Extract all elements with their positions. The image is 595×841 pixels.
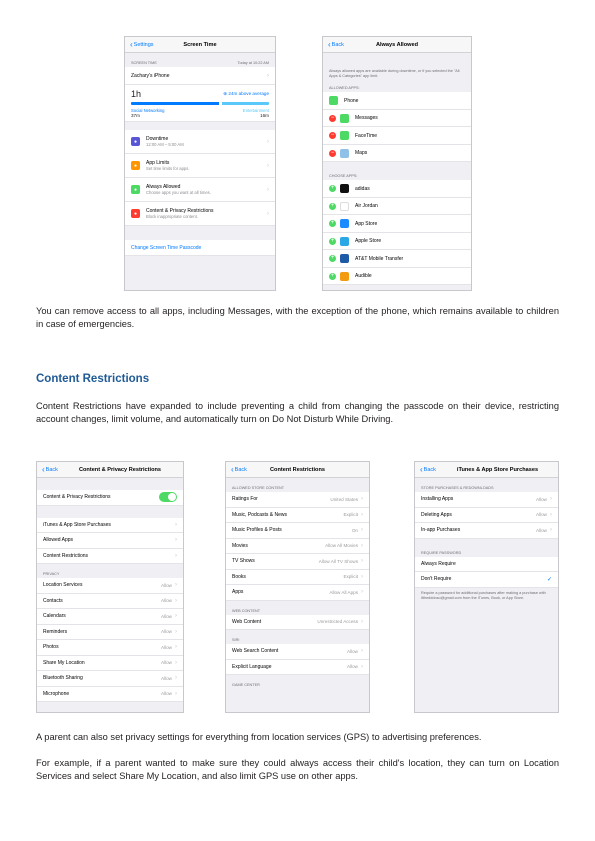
app-name: adidas — [355, 185, 370, 192]
screenshot-content-privacy — [36, 461, 184, 713]
nav-title: Content & Privacy Restrictions — [78, 466, 162, 473]
row-label: Deleting Apps — [421, 511, 452, 518]
store-content-row[interactable] — [226, 585, 369, 601]
add-icon[interactable]: + — [330, 202, 335, 209]
remove-icon[interactable]: − — [330, 149, 335, 156]
row-value: Allow — [536, 496, 547, 502]
chevron-right-icon: › — [175, 659, 177, 666]
nav-bar — [37, 462, 183, 478]
app-icon — [340, 237, 349, 246]
app-name: Audible — [355, 273, 372, 279]
app-icon — [340, 114, 349, 123]
app-icon — [340, 219, 349, 228]
row-value: Unrestricted Access — [317, 619, 358, 625]
allowed-header: ALLOWED APPS: — [329, 86, 360, 91]
store-header: ALLOWED STORE CONTENT — [232, 486, 285, 490]
menu-item-text — [146, 136, 267, 147]
chevron-right-icon: › — [267, 138, 269, 145]
web-header: WEB CONTENT — [232, 608, 261, 613]
add-icon[interactable]: + — [330, 255, 335, 261]
choose-app-row[interactable] — [323, 250, 471, 268]
menu-item[interactable] — [125, 202, 275, 226]
row-label: Books — [232, 573, 246, 580]
store-content-row[interactable] — [226, 508, 369, 524]
privacy-row[interactable] — [37, 609, 183, 625]
row-label: Allowed Apps — [43, 537, 74, 544]
chevron-right-icon: › — [175, 597, 177, 604]
nav-bar — [226, 462, 369, 478]
app-icon — [340, 254, 349, 263]
allowed-app-row[interactable] — [323, 127, 471, 145]
app-name: Apple Store — [355, 238, 382, 244]
game-header: GAME CENTER — [232, 683, 260, 687]
purchase-row[interactable] — [415, 492, 558, 508]
row-label: Explicit Language — [232, 663, 272, 670]
row-label: Location Services — [43, 582, 83, 589]
chevron-right-icon: › — [361, 527, 363, 534]
privacy-row[interactable] — [37, 671, 183, 687]
row-value: Allow — [161, 675, 172, 681]
chevron-right-icon: › — [550, 511, 552, 518]
siri-row[interactable] — [226, 644, 369, 660]
usage-bar — [131, 102, 269, 105]
store-content-row[interactable] — [226, 492, 369, 508]
choose-app-row[interactable] — [323, 215, 471, 233]
choose-header: CHOOSE APPS: — [329, 174, 358, 179]
nav-title: Content Restrictions — [269, 466, 325, 473]
screenshot-itunes-purchases — [414, 461, 559, 713]
chevron-right-icon: › — [267, 186, 269, 193]
remove-icon[interactable]: − — [330, 132, 335, 138]
store-content-row[interactable] — [226, 570, 369, 586]
menu-item-subtitle: Set time limits for apps. — [146, 166, 190, 171]
menu-item-title: App Limits — [146, 160, 170, 166]
chevron-left-icon: ‹ — [42, 465, 45, 474]
siri-header: SIRI — [232, 638, 240, 642]
section-header: SCREEN TIME Today at 10:22 AM — [131, 61, 269, 65]
app-name: Messages — [355, 115, 378, 121]
settings-row[interactable] — [37, 533, 183, 549]
row-value: Allow — [347, 664, 358, 670]
privacy-row[interactable] — [37, 687, 183, 703]
app-icon — [329, 96, 338, 105]
row-label: In-app Purchases — [421, 527, 461, 534]
chevron-right-icon: › — [175, 644, 177, 651]
info-text: Always allowed apps are available during downtime, or if you selected the "All Apps & Categories" app limit. — [329, 69, 460, 79]
row-label: Web Search Content — [232, 648, 279, 655]
back-button[interactable]: ‹ Back — [231, 465, 247, 474]
chevron-right-icon: › — [175, 582, 177, 589]
device-row[interactable]: Zachary's iPhone › — [125, 67, 275, 85]
row-label: Installing Apps — [421, 496, 454, 503]
menu-item-icon: ● — [131, 161, 140, 170]
screenshot-content-restrictions — [225, 461, 370, 713]
nav-title: Always Allowed — [375, 41, 419, 48]
row-value: Allow All TV Shows — [318, 558, 358, 564]
row-value: Explicit — [343, 574, 358, 580]
privacy-row[interactable] — [37, 625, 183, 641]
choose-app-row[interactable] — [323, 198, 471, 216]
chevron-right-icon: › — [175, 690, 177, 697]
chevron-right-icon: › — [267, 210, 269, 217]
chevron-left-icon: ‹ — [130, 40, 133, 49]
siri-row[interactable] — [226, 660, 369, 676]
password-option-row[interactable] — [415, 557, 558, 573]
privacy-header: PRIVACY — [43, 572, 60, 576]
privacy-row[interactable] — [37, 594, 183, 610]
store-content-row[interactable] — [226, 554, 369, 570]
row-value: Allow — [161, 644, 172, 650]
nav-bar — [125, 37, 275, 53]
choose-app-row[interactable] — [323, 233, 471, 251]
web-content-row[interactable] — [226, 615, 369, 631]
screenshot-screen-time — [124, 36, 276, 291]
nav-bar — [415, 462, 558, 478]
menu-item-text — [146, 160, 267, 171]
app-name: Phone — [344, 97, 359, 104]
app-name: Air Jordan — [355, 203, 378, 209]
row-label: Content Restrictions — [43, 552, 89, 559]
chevron-right-icon: › — [175, 613, 177, 620]
settings-row[interactable] — [37, 549, 183, 565]
chevron-right-icon: › — [175, 675, 177, 682]
back-button[interactable]: ‹ Back — [420, 465, 436, 474]
choose-app-row[interactable] — [323, 180, 471, 198]
row-value: Allow — [161, 629, 172, 635]
row-label: iTunes & App Store Purchases — [43, 521, 111, 528]
row-label: Contacts — [43, 597, 63, 604]
menu-item-title: Always Allowed — [146, 184, 181, 190]
privacy-row[interactable] — [37, 640, 183, 656]
row-value: Allow — [161, 660, 172, 666]
paragraph-example: For example, if a parent wanted to make sure they could always access their child's location, they can turn on Location Services and select Share My Location, and also limit GPS use on other apps. — [36, 758, 559, 781]
row-label: Music, Podcasts & News — [232, 511, 288, 518]
store-content-row[interactable] — [226, 523, 369, 539]
row-label: Share My Location — [43, 659, 85, 666]
store-purchases-header: STORE PURCHASES & REDOWNLOADS — [421, 486, 494, 490]
nav-bar — [323, 37, 471, 53]
row-label: TV Shows — [232, 558, 255, 565]
chevron-right-icon: › — [550, 527, 552, 534]
chevron-right-icon: › — [361, 648, 363, 655]
chevron-right-icon: › — [361, 573, 363, 580]
app-icon — [340, 184, 349, 193]
add-icon[interactable]: + — [330, 220, 335, 226]
row-label: Always Require — [421, 560, 456, 567]
row-label: Photos — [43, 644, 59, 651]
usage-summary[interactable]: 1h ⊕ 24m above average Social Networking Entertainment 37m 16m — [125, 85, 275, 122]
chevron-left-icon: ‹ — [328, 40, 331, 49]
menu-item-subtitle: Block inappropriate content. — [146, 214, 198, 219]
choose-app-row[interactable] — [323, 268, 471, 286]
row-value: Allow — [161, 613, 172, 619]
allowed-app-row[interactable] — [323, 92, 471, 110]
nav-title: iTunes & App Store Purchases — [456, 466, 539, 473]
chevron-right-icon: › — [267, 72, 269, 79]
row-value: Allow All Movies — [325, 543, 358, 549]
chevron-right-icon: › — [175, 537, 177, 544]
menu-item-title: Content & Privacy Restrictions — [146, 208, 214, 214]
row-label: Reminders — [43, 628, 68, 635]
app-name: Maps — [355, 150, 368, 156]
add-icon[interactable]: + — [330, 272, 335, 279]
menu-item-icon: ● — [131, 209, 140, 218]
row-label: Bluetooth Sharing — [43, 675, 83, 682]
chevron-right-icon: › — [361, 618, 363, 625]
paragraph-privacy-settings: A parent can also set privacy settings for everything from location services (GPS) to advertising preferences. — [36, 732, 482, 742]
menu-item-text — [146, 184, 267, 195]
menu-item-text — [146, 208, 267, 219]
menu-item-subtitle: 12:00 AM – 5:00 AM — [146, 142, 184, 147]
app-name: FaceTime — [355, 132, 378, 139]
chevron-left-icon: ‹ — [420, 465, 423, 474]
menu-item-title: Downtime — [146, 136, 169, 142]
row-label: Calendars — [43, 613, 66, 620]
row-value: Allow — [536, 527, 547, 533]
purchase-row[interactable] — [415, 523, 558, 539]
password-note: Require a password for additional purchases after making a purchase with ltthedddoso@gmail.com from the iTunes, Book, or App Store. — [421, 590, 546, 600]
app-name: App Store — [355, 220, 378, 227]
menu-item-icon: ● — [131, 185, 140, 194]
section-heading: Content Restrictions — [36, 373, 150, 385]
menu-item-subtitle: Choose apps you want at all times. — [146, 190, 211, 195]
allowed-app-row[interactable] — [323, 145, 471, 163]
nav-title: Screen Time — [183, 41, 217, 48]
row-label: Movies — [232, 542, 248, 549]
back-button[interactable]: ‹ Back — [42, 465, 58, 474]
paragraph-remove-access: You can remove access to all apps, including Messages, with the exception of the phone, which remains available to children in case of emergencies. — [36, 306, 559, 329]
toggle-switch[interactable] — [159, 492, 177, 502]
row-value: Allow — [536, 512, 547, 518]
chevron-right-icon: › — [267, 162, 269, 169]
row-value: Explicit — [343, 512, 358, 518]
row-label: Apps — [232, 589, 244, 596]
store-content-row[interactable] — [226, 539, 369, 555]
back-button[interactable]: ‹ Settings — [130, 40, 154, 49]
row-value: United States — [330, 496, 358, 502]
app-icon — [340, 202, 349, 211]
app-icon — [340, 149, 349, 158]
add-icon[interactable]: + — [330, 185, 335, 191]
password-option-row[interactable] — [415, 572, 558, 588]
arrow-up-icon: ⊕ — [223, 91, 228, 96]
row-value: Allow — [161, 582, 172, 588]
chevron-right-icon: › — [175, 521, 177, 528]
row-value: Allow All Apps — [329, 589, 358, 595]
privacy-row[interactable] — [37, 656, 183, 672]
row-value: Allow — [347, 648, 358, 654]
row-label: Web Content — [232, 618, 262, 625]
chevron-right-icon: › — [361, 558, 363, 565]
checkmark-icon: ✓ — [546, 576, 552, 583]
remove-icon[interactable]: − — [330, 114, 335, 121]
row-label: Don't Require — [421, 576, 452, 583]
app-icon — [340, 131, 349, 140]
chevron-right-icon: › — [550, 496, 552, 503]
privacy-row[interactable] — [37, 578, 183, 594]
row-label: Microphone — [43, 690, 70, 697]
settings-row[interactable] — [37, 518, 183, 534]
back-button[interactable]: ‹ Back — [328, 40, 344, 49]
chevron-right-icon: › — [361, 511, 363, 518]
purchase-row[interactable] — [415, 508, 558, 524]
require-password-header: REQUIRE PASSWORD — [421, 550, 462, 555]
chevron-right-icon: › — [361, 589, 363, 596]
row-value: Allow — [161, 691, 172, 697]
allowed-app-row[interactable] — [323, 110, 471, 128]
add-icon[interactable]: + — [330, 237, 335, 244]
row-label: Ratings For — [232, 496, 258, 503]
menu-item[interactable] — [125, 130, 275, 154]
app-icon — [340, 272, 349, 281]
chevron-right-icon: › — [361, 663, 363, 670]
restrictions-toggle-row[interactable]: Content & Privacy Restrictions — [37, 490, 183, 506]
row-value: Allow — [161, 598, 172, 604]
chevron-right-icon: › — [175, 552, 177, 559]
paragraph-content-restrictions: Content Restrictions have expanded to include preventing a child from changing the passcode on their device, restricting account changes, limit volume, and automatically turn on Do Not Disturb While Driving. — [36, 401, 559, 424]
change-passcode-button[interactable]: Change Screen Time Passcode — [125, 240, 275, 256]
menu-item-icon: ● — [131, 137, 140, 146]
chevron-right-icon: › — [361, 542, 363, 549]
menu-item[interactable] — [125, 154, 275, 178]
row-value: On — [351, 527, 358, 533]
chevron-left-icon: ‹ — [231, 465, 234, 474]
menu-item[interactable] — [125, 178, 275, 202]
row-label: Music Profiles & Posts — [232, 527, 282, 534]
chevron-right-icon: › — [361, 496, 363, 503]
app-name: AT&T Mobile Transfer — [355, 255, 404, 262]
screenshot-always-allowed — [322, 36, 472, 291]
chevron-right-icon: › — [175, 628, 177, 635]
